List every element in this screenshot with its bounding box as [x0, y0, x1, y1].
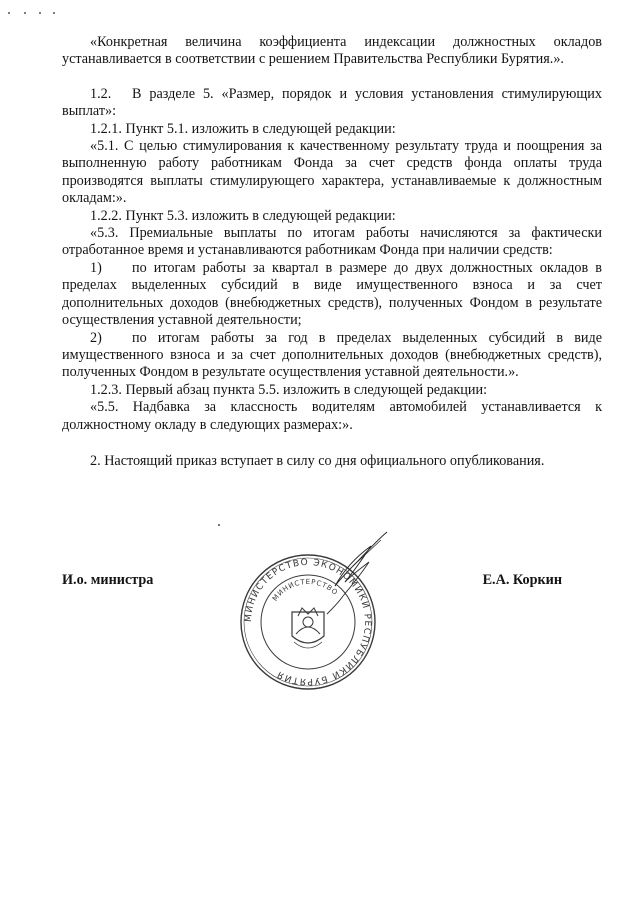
paragraph-text: В разделе 5. «Размер, порядок и условия установления стимулирующих выплат»:	[62, 85, 602, 120]
handwritten-signature	[295, 528, 395, 618]
seal-outer-text: МИНИСТЕРСТВО ЭКОНОМИКИ РЕСПУБЛИКИ БУРЯТИЯ	[243, 557, 373, 687]
list-item-text: по итогам работы за квартал в размере до двух должностных окладов в пределах выделенных субсидий в виде имущественного взноса и за счет дополнительных доходов (внебюджетных средств), полученных Фондом в результате осуществления уставной деятельности;	[62, 259, 602, 329]
list-item-number: 1)	[90, 259, 102, 276]
list-item-quarter	[62, 260, 602, 330]
paragraph-1-2-2: 1.2.2. Пункт 5.3. изложить в следующей редакции:	[90, 207, 396, 224]
list-item-number: 2)	[90, 329, 102, 346]
paragraph-number: 1.2.	[90, 85, 112, 102]
scan-speck	[218, 524, 220, 526]
paragraph-5-5: «5.5. Надбавка за классность водителям автомобилей устанавливается к должностному окладу в следующих размерах:».	[62, 399, 602, 433]
paragraph-indexation: «Конкретная величина коэффициента индексации должностных окладов устанавливается в соответствии с решением Правительства Республики Бурятия.».	[62, 34, 602, 68]
paragraph-effective-date: 2. Настоящий приказ вступает в силу со дня официального опубликования.	[90, 452, 545, 469]
paragraph-section-5	[62, 86, 602, 121]
signer-name: Е.А. Коркин	[482, 572, 562, 588]
scan-marks	[8, 12, 58, 18]
paragraph-1-2-3: 1.2.3. Первый абзац пункта 5.5. изложить в следующей редакции:	[90, 381, 488, 398]
paragraph-1-2-1: 1.2.1. Пункт 5.1. изложить в следующей редакции:	[90, 120, 396, 137]
signature-icon	[295, 528, 395, 618]
list-item-text: по итогам работы за год в пределах выделенных субсидий в виде имущественного взноса и за счет дополнительных доходов (внебюджетных средств), полученных Фондом в результате осуществления уставной деятельности.».	[62, 329, 602, 381]
paragraph-5-3: «5.3. Премиальные выплаты по итогам работы начисляются за фактически отработанное время и устанавливаются работникам Фонда при наличии средств:	[62, 225, 602, 259]
paragraph-5-1: «5.1. С целью стимулирования к качественному результату труда и поощрения за выполненную работу работникам Фонда за счет средств фонда оплаты труда производятся выплаты стимулирующего характера, устанавливаемые к должностным окладам:».	[62, 138, 602, 207]
document-body	[62, 34, 602, 470]
signer-position: И.о. министра	[62, 572, 154, 588]
seal-inner-text: МИНИСТЕРСТВО	[271, 577, 340, 603]
list-item-year	[62, 330, 602, 382]
